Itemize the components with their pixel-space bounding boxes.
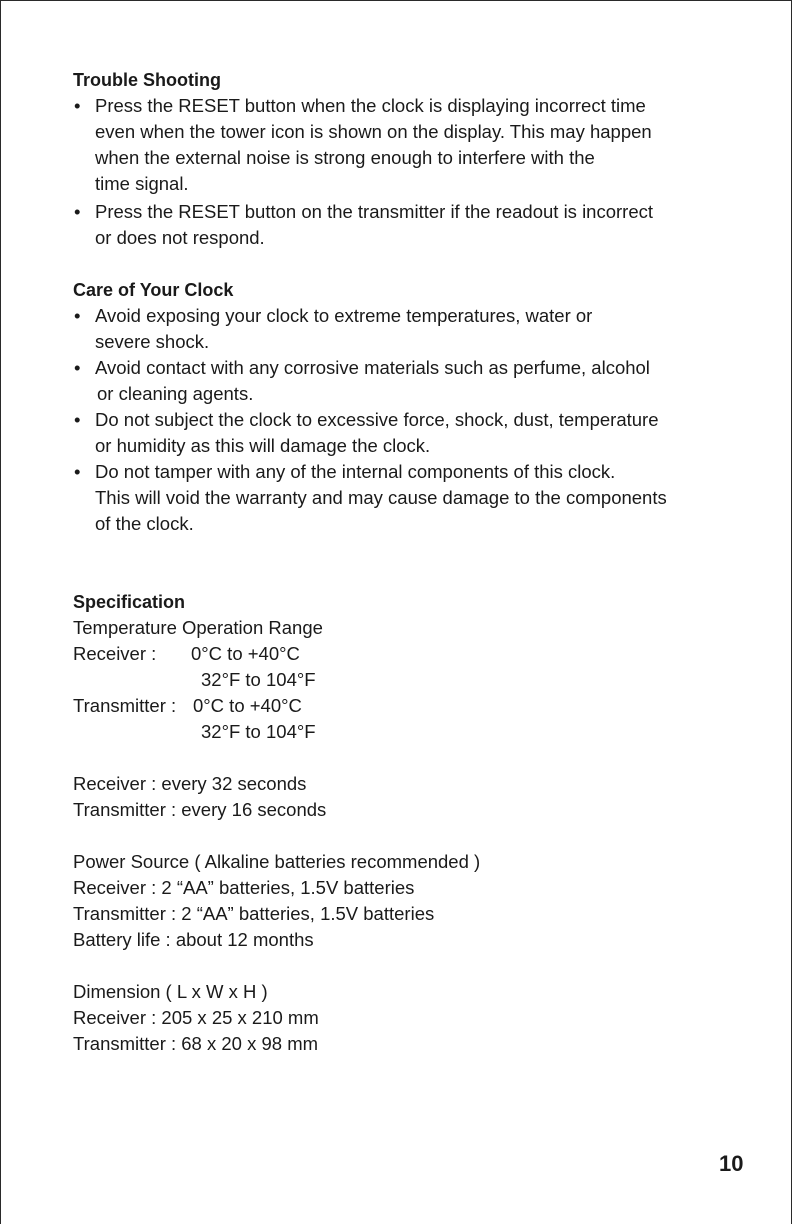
bullet-icon: • — [74, 95, 81, 116]
temperature-range-heading: Temperature Operation Range — [73, 617, 323, 638]
power-transmitter: Transmitter : 2 “AA” batteries, 1.5V batteries — [73, 903, 435, 924]
power-receiver: Receiver : 2 “AA” batteries, 1.5V batteries — [73, 877, 415, 898]
bullet-icon: • — [74, 409, 81, 430]
page-number: 10 — [719, 1151, 744, 1176]
care-item-4-line-3: of the clock. — [95, 513, 194, 534]
dimension-receiver: Receiver : 205 x 25 x 210 mm — [73, 1007, 319, 1028]
care-item-2-line-2: or cleaning agents. — [97, 383, 254, 404]
temperature-receiver-fahrenheit: 32°F to 104°F — [201, 669, 316, 690]
specification-heading: Specification — [73, 592, 186, 612]
temperature-transmitter-label: Transmitter : — [73, 695, 177, 716]
care-item-3-line-2: or humidity as this will damage the clock. — [95, 435, 431, 456]
troubleshooting-item-2-line-1: Press the RESET button on the transmitter if the readout is incorrect — [95, 201, 654, 222]
troubleshooting-item-1-line-3: when the external noise is strong enough to interfere with the — [95, 147, 595, 168]
bullet-icon: • — [74, 201, 81, 222]
care-item-1-line-2: severe shock. — [95, 331, 210, 352]
dimension-heading: Dimension ( L x W x H ) — [73, 981, 268, 1002]
care-item-2-line-1: Avoid contact with any corrosive materials such as perfume, alcohol — [95, 357, 650, 378]
troubleshooting-item-2-line-2: or does not respond. — [95, 227, 265, 248]
interval-transmitter: Transmitter : every 16 seconds — [73, 799, 327, 820]
troubleshooting-item-1-line-2: even when the tower icon is shown on the display. This may happen — [95, 121, 652, 142]
interval-receiver: Receiver : every 32 seconds — [73, 773, 307, 794]
troubleshooting-heading: Trouble Shooting — [73, 70, 221, 90]
care-item-4-line-1: Do not tamper with any of the internal components of this clock. — [95, 461, 616, 482]
dimension-transmitter: Transmitter : 68 x 20 x 98 mm — [73, 1033, 319, 1054]
bullet-icon: • — [74, 461, 81, 482]
care-item-3-line-1: Do not subject the clock to excessive force, shock, dust, temperature — [95, 409, 659, 430]
troubleshooting-item-1-line-1: Press the RESET button when the clock is displaying incorrect time — [95, 95, 646, 116]
care-heading: Care of Your Clock — [73, 280, 234, 300]
care-item-1-line-1: Avoid exposing your clock to extreme temperatures, water or — [95, 305, 593, 326]
bullet-icon: • — [74, 305, 81, 326]
temperature-transmitter-celsius: 0°C to +40°C — [193, 695, 302, 716]
temperature-transmitter-fahrenheit: 32°F to 104°F — [201, 721, 316, 742]
temperature-receiver-celsius: 0°C to +40°C — [191, 643, 300, 664]
troubleshooting-item-1-line-4: time signal. — [95, 173, 189, 194]
temperature-receiver-label: Receiver : — [73, 643, 157, 664]
power-source-heading: Power Source ( Alkaline batteries recommended ) — [73, 851, 481, 872]
bullet-icon: • — [74, 357, 81, 378]
battery-life: Battery life : about 12 months — [73, 929, 314, 950]
care-item-4-line-2: This will void the warranty and may cause damage to the components — [95, 487, 667, 508]
